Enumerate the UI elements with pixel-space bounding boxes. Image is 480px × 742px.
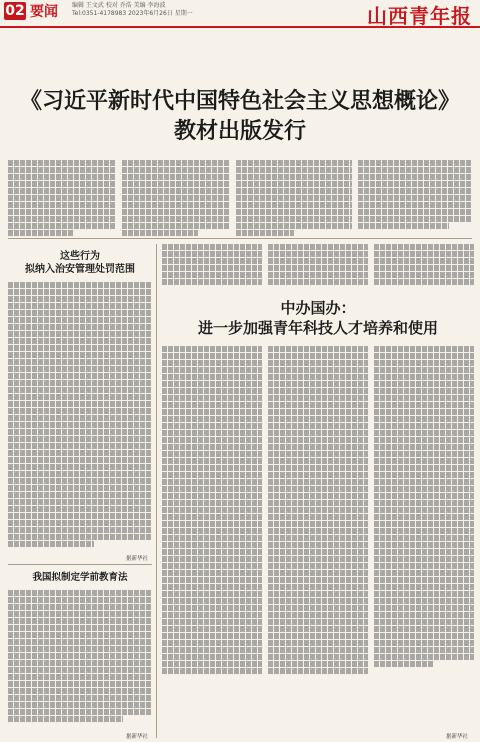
- lead-headline: [20, 86, 460, 146]
- center-headline-line-2: 进一步加强青年科技人才培养和使用: [197, 319, 438, 337]
- left-headline-1-line-1: 这些行为: [60, 251, 100, 262]
- meta-line-2: Tel:0351-4178983 2023年6月26日 星期一: [72, 10, 193, 17]
- lead-body-col-2: [122, 160, 230, 237]
- lead-body-col-3: [236, 160, 352, 237]
- left-article-1-body: [8, 282, 152, 548]
- center-headline-line-1: 中办国办：: [280, 299, 356, 317]
- page-number: 02: [5, 3, 25, 19]
- editor-meta: [72, 2, 193, 18]
- left-headline-1: [8, 250, 152, 276]
- left-article-1-signature: 据新华社: [126, 556, 149, 562]
- lead-headline-line-1: 《习近平新时代中国特色社会主义思想概论》: [20, 88, 461, 114]
- lead-body-col-4: [358, 160, 472, 230]
- lead-body-col-1: [8, 160, 116, 237]
- lead-divider: [8, 238, 472, 239]
- page-header: [0, 0, 480, 28]
- center-body-col-3-top: [374, 244, 474, 286]
- meta-line-1: 编辑 王文武 校对 乔浩 美编 李海波: [72, 2, 166, 9]
- section-title: 要闻: [30, 4, 58, 20]
- column-divider: [156, 244, 157, 738]
- newspaper-masthead: 山西青年报: [367, 4, 472, 28]
- center-headline: [160, 298, 476, 338]
- center-body-col-2: [268, 346, 368, 675]
- left-headline-1-line-2: 拟纳入治安管理处罚范围: [25, 264, 135, 275]
- center-body-col-1: [162, 346, 262, 675]
- center-body-col-1-top: [162, 244, 262, 286]
- center-article-signature: 据新华社: [446, 734, 469, 740]
- left-headline-2: 我国拟制定学前教育法: [32, 572, 128, 583]
- center-body-col-3: [374, 346, 474, 668]
- left-article-2-signature: 据新华社: [126, 734, 149, 740]
- left-column-divider: [8, 564, 152, 565]
- center-body-col-2-top: [268, 244, 368, 286]
- lead-headline-line-2: 教材出版发行: [173, 118, 306, 144]
- left-article-2-body: [8, 590, 152, 723]
